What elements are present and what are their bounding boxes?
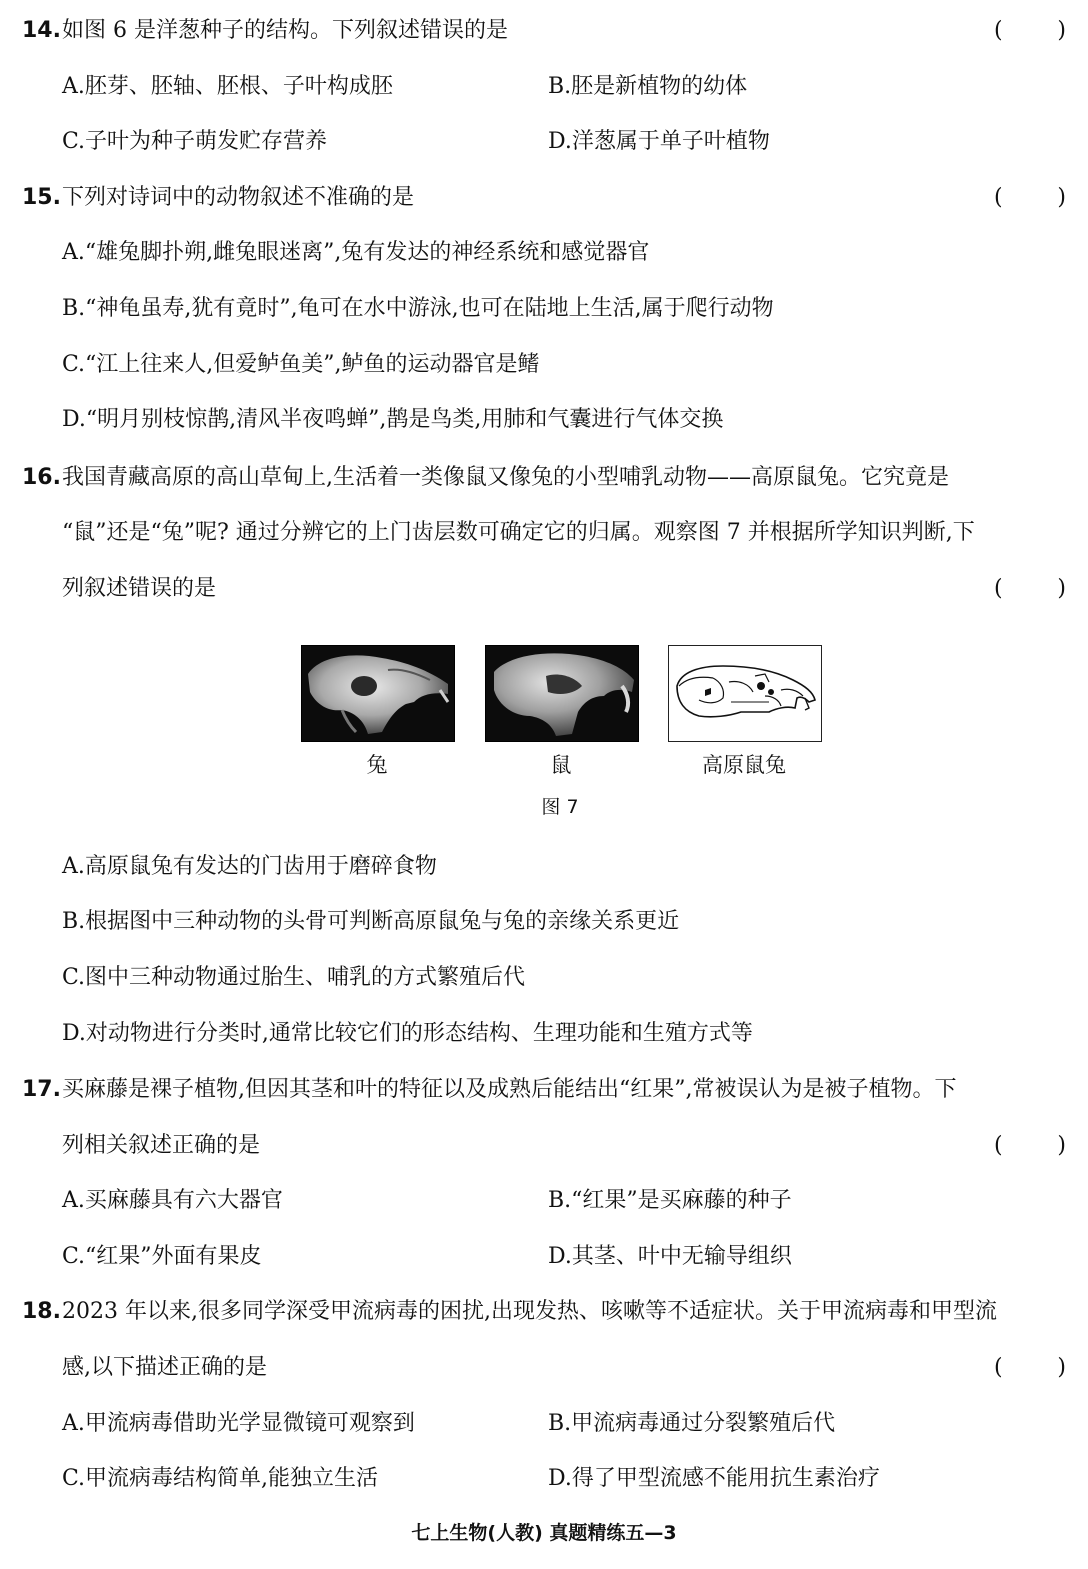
q18-answer-bracket: ( ) <box>994 1355 1066 1380</box>
q14-option-c: C.子叶为种子萌发贮存营养 <box>62 129 328 154</box>
q17-stem-line-2: 列相关叙述正确的是 <box>62 1133 261 1158</box>
q16-option-d: D.对动物进行分类时,通常比较它们的形态结构、生理功能和生殖方式等 <box>62 1021 753 1046</box>
rabbit-skull-image <box>301 645 455 742</box>
q14-option-a: A.胚芽、胚轴、胚根、子叶构成胚 <box>62 74 393 99</box>
q16-answer-bracket: ( ) <box>994 576 1066 601</box>
q15-stem-line-1: 下列对诗词中的动物叙述不准确的是 <box>62 185 415 210</box>
q18-stem-line-2: 感,以下描述正确的是 <box>62 1355 267 1380</box>
figure-label-rabbit: 兔 <box>366 753 388 777</box>
q16-stem-line-2: “鼠”还是“兔”呢? 通过分辨它的上门齿层数可确定它的归属。观察图 7 并根据所学知识判断,下 <box>62 520 975 545</box>
q15-option-b: B.“神龟虽寿,犹有竟时”,龟可在水中游泳,也可在陆地上生活,属于爬行动物 <box>62 296 774 321</box>
q17-option-c: C.“红果”外面有果皮 <box>62 1244 262 1269</box>
figure-caption: 图 7 <box>541 796 579 818</box>
q18-option-a: A.甲流病毒借助光学显微镜可观察到 <box>62 1411 415 1436</box>
q16-option-c: C.图中三种动物通过胎生、哺乳的方式繁殖后代 <box>62 965 526 990</box>
q18-option-b: B.甲流病毒通过分裂繁殖后代 <box>548 1411 836 1436</box>
q14-option-d: D.洋葱属于单子叶植物 <box>548 129 770 154</box>
figure-label-rat: 鼠 <box>550 753 572 777</box>
q18-stem-line-1: 2023 年以来,很多同学深受甲流病毒的困扰,出现发热、咳嗽等不适症状。关于甲流病毒和甲型流 <box>62 1299 997 1324</box>
q17-option-d: D.其茎、叶中无输导组织 <box>548 1244 792 1269</box>
pika-skull-drawing <box>668 645 822 742</box>
q16-number: 16. <box>22 465 61 490</box>
q15-option-c: C.“江上往来人,但爱鲈鱼美”,鲈鱼的运动器官是鳍 <box>62 352 540 377</box>
q17-option-a: A.买麻藤具有六大器官 <box>62 1188 283 1213</box>
q18-option-c: C.甲流病毒结构简单,能独立生活 <box>62 1466 379 1491</box>
q16-stem-line-1: 我国青藏高原的高山草甸上,生活着一类像鼠又像兔的小型哺乳动物——高原鼠兔。它究竟是 <box>62 465 949 490</box>
q17-stem-line-1: 买麻藤是裸子植物,但因其茎和叶的特征以及成熟后能结出“红果”,常被误认为是被子植物。下 <box>62 1077 957 1102</box>
q17-number: 17. <box>22 1077 61 1102</box>
q18-number: 18. <box>22 1299 61 1324</box>
q18-option-d: D.得了甲型流感不能用抗生素治疗 <box>548 1466 880 1491</box>
q17-option-b: B.“红果”是买麻藤的种子 <box>548 1188 792 1213</box>
q14-option-b: B.胚是新植物的幼体 <box>548 74 748 99</box>
figure-label-pika: 高原鼠兔 <box>702 753 786 777</box>
q15-number: 15. <box>22 185 61 210</box>
q14-stem-line-1: 如图 6 是洋葱种子的结构。下列叙述错误的是 <box>62 18 508 43</box>
q15-answer-bracket: ( ) <box>994 185 1066 210</box>
page-footer: 七上生物(人教) 真题精练五—3 <box>411 1522 677 1544</box>
q16-option-a: A.高原鼠兔有发达的门齿用于磨碎食物 <box>62 854 437 879</box>
q14-number: 14. <box>22 18 61 43</box>
q16-option-b: B.根据图中三种动物的头骨可判断高原鼠兔与兔的亲缘关系更近 <box>62 909 680 934</box>
q15-option-a: A.“雄兔脚扑朔,雌兔眼迷离”,兔有发达的神经系统和感觉器官 <box>62 240 650 265</box>
rat-skull-image <box>485 645 639 742</box>
q15-option-d: D.“明月别枝惊鹊,清风半夜鸣蝉”,鹊是鸟类,用肺和气囊进行气体交换 <box>62 407 724 432</box>
q17-answer-bracket: ( ) <box>994 1133 1066 1158</box>
q16-stem-line-3: 列叙述错误的是 <box>62 576 217 601</box>
figure-7 <box>0 645 1088 741</box>
q14-answer-bracket: ( ) <box>994 18 1066 43</box>
